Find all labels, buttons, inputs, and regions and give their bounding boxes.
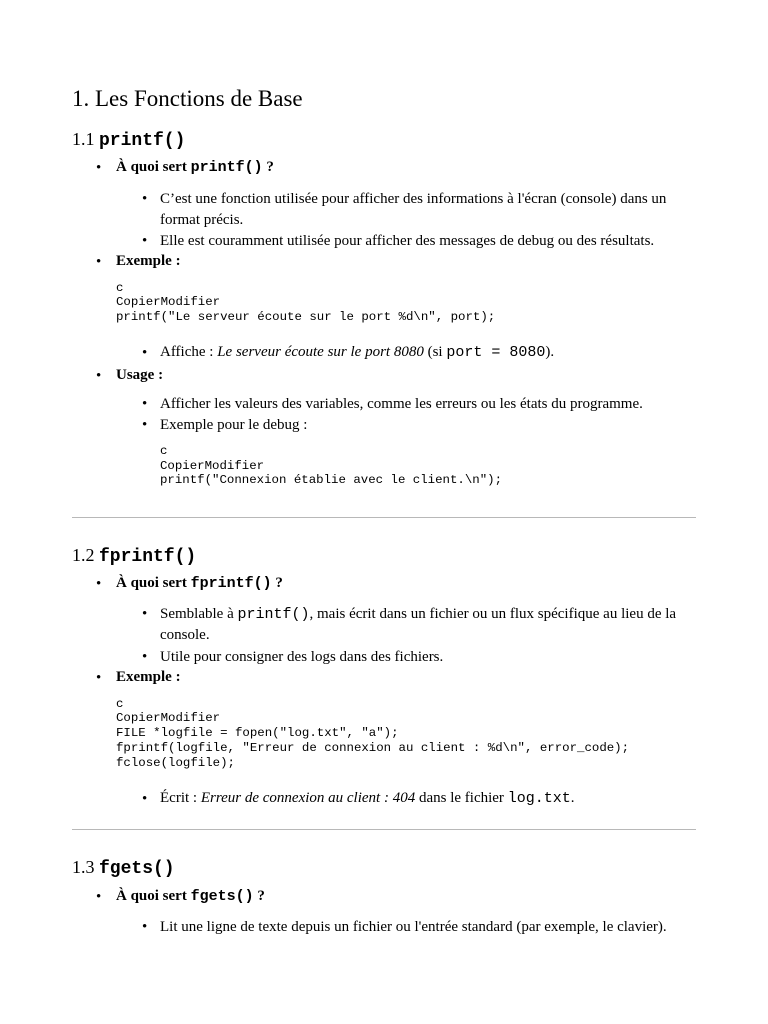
page-title: 1. Les Fonctions de Base (72, 86, 303, 111)
code-lang: c (116, 281, 124, 295)
bullet: • (142, 233, 148, 249)
description-text: Semblable à printf(), mais écrit dans un fichier ou un flux spécifique au lieu de la console. (160, 606, 677, 643)
section-heading-fprintf: 1.2 fprintf() (72, 545, 197, 567)
description-text: Utile pour consigner des logs dans des fichiers. (160, 649, 444, 665)
output-text: Affiche : Le serveur écoute sur le port 8080 (si port = 8080). (160, 344, 555, 361)
code-line: printf("Connexion établie avec le client.\n"); (160, 473, 503, 487)
question-label: À quoi sert printf() ? (116, 159, 274, 176)
output-text: Écrit : Erreur de connexion au client : 404 dans le fichier log.txt. (160, 790, 575, 807)
bullet: • (96, 254, 102, 270)
divider (72, 829, 696, 830)
description-text: Elle est couramment utilisée pour afficher des messages de debug ou des résultats. (160, 233, 655, 249)
copy-modify-button[interactable]: CopierModifier (160, 459, 265, 473)
question-label: À quoi sert fgets() ? (116, 888, 265, 905)
description-text: Lit une ligne de texte depuis un fichier ou l'entrée standard (par exemple, le clavier). (160, 919, 667, 935)
usage-text: Exemple pour le debug : (160, 417, 308, 433)
copy-modify-button[interactable]: CopierModifier (116, 711, 221, 725)
code-line: FILE *logfile = fopen("log.txt", "a"); (116, 726, 399, 740)
bullet: • (142, 345, 148, 361)
usage-label: Usage : (116, 367, 164, 383)
example-label: Exemple : (116, 669, 181, 685)
divider (72, 517, 696, 518)
description-text: C’est une fonction utilisée pour afficher des informations à l'écran (console) dans un format précis. (160, 191, 667, 228)
example-label: Exemple : (116, 253, 181, 269)
section-heading-fgets: 1.3 fgets() (72, 857, 175, 879)
bullet: • (96, 368, 102, 384)
bullet: • (96, 160, 102, 176)
bullet: • (142, 606, 148, 622)
bullet: • (142, 919, 148, 935)
code-line: fprintf(logfile, "Erreur de connexion au client : %d\n", error_code); (116, 741, 630, 755)
bullet: • (96, 889, 102, 905)
code-line: printf("Le serveur écoute sur le port %d\n", port); (116, 310, 496, 324)
bullet: • (142, 417, 148, 433)
code-lang: c (160, 444, 168, 458)
code-line: fclose(logfile); (116, 756, 235, 770)
bullet: • (142, 649, 148, 665)
bullet: • (142, 191, 148, 207)
section-heading-printf: 1.1 printf() (72, 129, 186, 151)
bullet: • (142, 396, 148, 412)
bullet: • (142, 791, 148, 807)
bullet: • (96, 576, 102, 592)
copy-modify-button[interactable]: CopierModifier (116, 295, 221, 309)
question-label: À quoi sert fprintf() ? (116, 575, 283, 592)
bullet: • (96, 670, 102, 686)
code-lang: c (116, 697, 124, 711)
usage-text: Afficher les valeurs des variables, comme les erreurs ou les états du programme. (160, 396, 643, 412)
